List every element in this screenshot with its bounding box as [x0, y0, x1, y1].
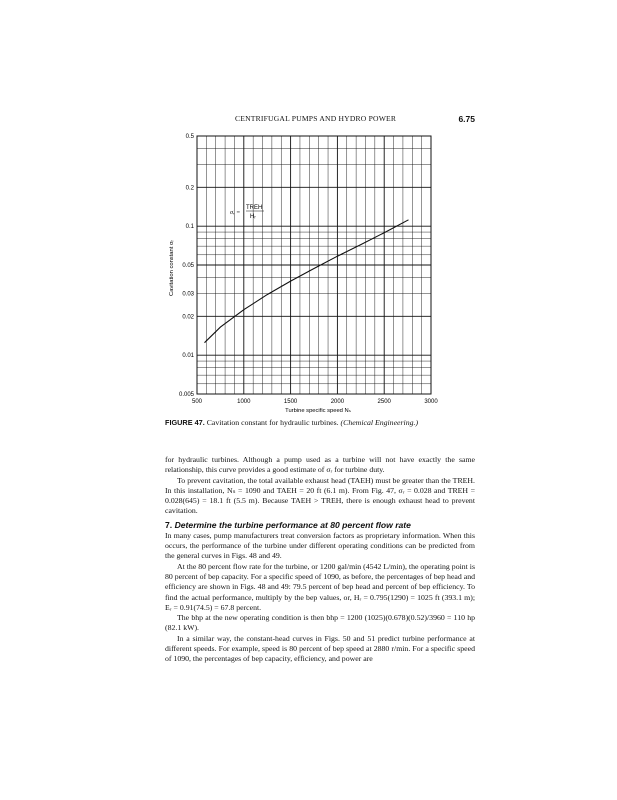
paragraph-6: In a similar way, the constant-head curves in Figs. 50 and 51 predict turbine performance at different speeds. For example, speed is 80 percent of bep speed at 2880 r/min. For a specific speed of 1090, the percentages of bep capacity, efficiency, and power are	[165, 633, 475, 664]
y-tick-label: 0.1	[185, 224, 194, 231]
page-number: 6.75	[458, 114, 475, 124]
formula-numerator: TREH	[246, 205, 263, 211]
paragraph-4: At the 80 percent flow rate for the turbine, or 1200 gal/min (4542 L/min), the operating point is 80 percent of bep capacity. For a specific speed of 1090, as before, the percentages of bep head and efficiency are shown in Figs. 48 and 49: 79.5 percent of bep head and percent of bep efficiency. To find the actual performance, multiply by the bep values, or, Hᵣ = 0.795(1290) = 1025 ft (393.1 m); Eᵣ = 0.91(74.5) = 67.8 percent.	[165, 561, 475, 612]
section-heading	[165, 520, 475, 531]
x-tick-label: 3000	[424, 399, 438, 405]
paragraph-5: The bhp at the new operating condition is then bhp = 1200 (1025)(0.678)(0.52)/3960 = 110 hp (82.1 kW).	[165, 613, 475, 633]
figure-source: (Chemical Engineering.)	[340, 418, 419, 427]
y-tick-label: 0.05	[182, 263, 194, 269]
y-tick-label: 0.02	[182, 314, 194, 321]
formula-denominator: Hᵣ	[250, 214, 256, 220]
y-tick-label: 0.03	[182, 291, 194, 298]
x-tick-label: 500	[191, 399, 203, 405]
chart-tick-labels	[179, 134, 438, 405]
x-tick-label: 1500	[283, 399, 298, 405]
series-curve	[205, 220, 409, 343]
chart-grid	[197, 136, 431, 394]
figure-label: FIGURE 47.	[165, 418, 205, 427]
x-tick-label: 2000	[330, 399, 345, 405]
x-axis-label: Turbine specific speed Nₛ	[285, 408, 351, 414]
formula-lhs: σᵣ =	[230, 209, 241, 216]
figure-caption	[165, 418, 475, 428]
body-text	[165, 455, 475, 665]
paragraph-2: To prevent cavitation, the total available exhaust head (TAEH) must be greater than the TREH. In this installation, Nₛ = 1090 and TAEH = 20 ft (6.1 m). From Fig. 47, σᵣ = 0.028 and TREH = 0.028(645) = 18.1 ft (5.5 m). Because TAEH > TREH, there is enough exhaust head to prevent cavitation.	[165, 475, 475, 516]
y-tick-label: 0.2	[185, 185, 194, 192]
x-tick-label: 2500	[377, 399, 391, 405]
y-tick-label: 0.005	[178, 392, 194, 398]
y-axis-label: Cavitation constant σᵣ	[169, 240, 175, 296]
running-title: CENTRIFUGAL PUMPS AND HYDRO POWER	[235, 114, 397, 123]
section-title: Determine the turbine performance at 80 percent flow rate	[174, 519, 411, 530]
y-tick-label: 0.01	[182, 353, 194, 360]
figure-caption-text: Cavitation constant for hydraulic turbines.	[206, 418, 339, 427]
sigma-formula	[230, 205, 264, 220]
y-tick-label: 0.5	[185, 134, 194, 140]
section-number: 7.	[165, 519, 173, 530]
paragraph-1: for hydraulic turbines. Although a pump used as a turbine will not have exactly the same relationship, this curve provides a good estimate of σᵣ for turbine duty.	[165, 455, 475, 475]
paragraph-3: In many cases, pump manufacturers treat conversion factors as proprietary information. When this occurs, the performance of the turbine under different operating conditions can be predicted from the general curves in Figs. 48 and 49.	[165, 530, 475, 561]
x-tick-label: 1000	[237, 399, 251, 405]
